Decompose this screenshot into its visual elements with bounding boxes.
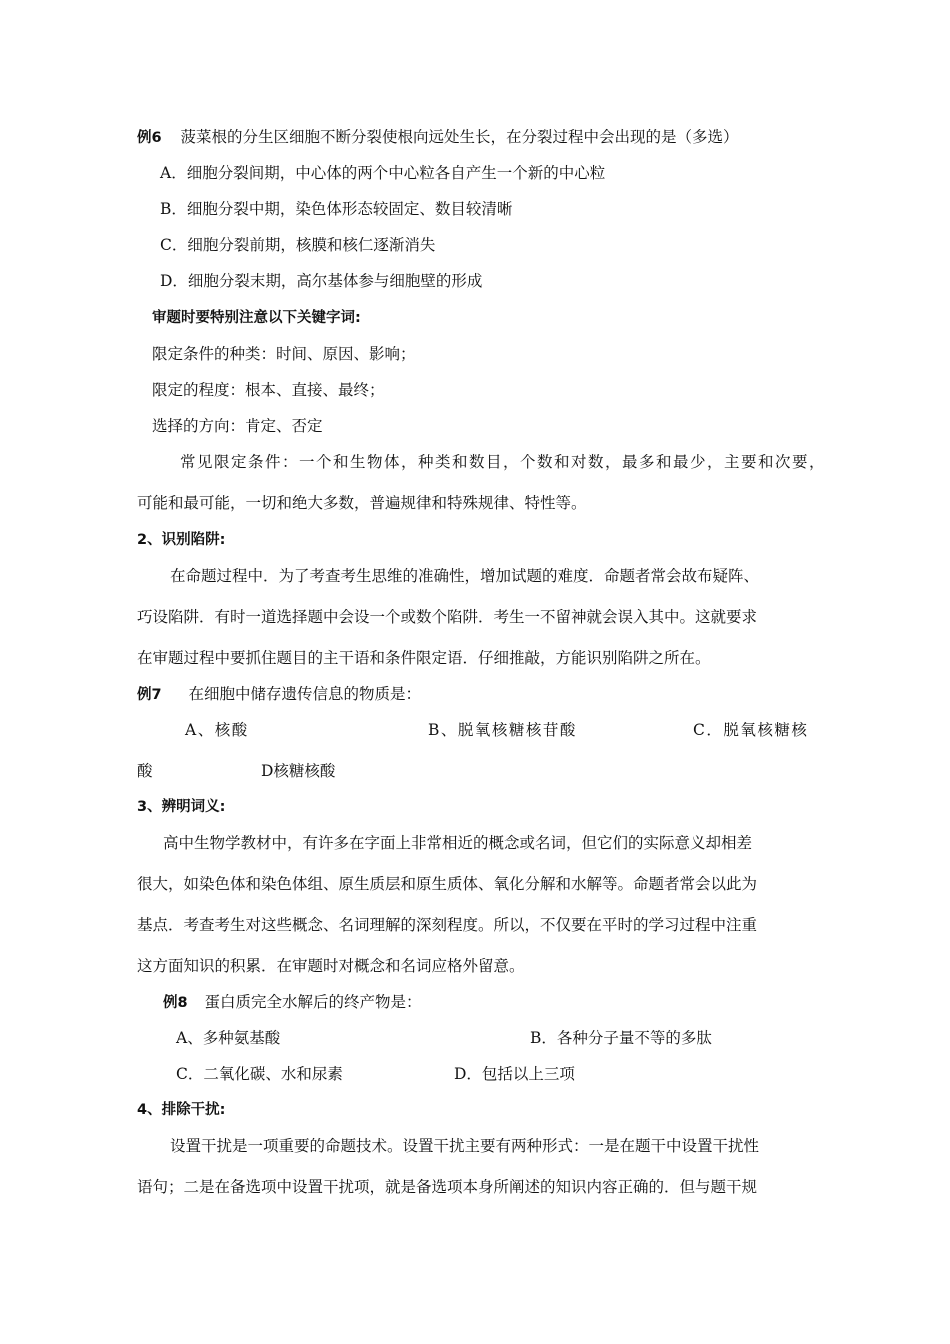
question-text: 在细胞中储存遗传信息的物质是：: [188, 685, 422, 703]
paragraph-line: 在审题过程中要抓住题目的主干语和条件限定语．仔细推敲，方能识别陷阱之所在。: [137, 649, 711, 667]
keyword-item: 限定的程度：根本、直接、最终；: [152, 381, 385, 399]
example-6-question: [137, 127, 739, 148]
option-c: C．脱氧核糖核: [693, 721, 809, 739]
option-c-continued: 酸: [137, 762, 153, 780]
option-b: B、脱氧核糖核苷酸: [428, 721, 577, 739]
section-heading: 3、辨明词义:: [137, 799, 226, 815]
example-7-question: [137, 684, 421, 705]
paragraph-line: 巧设陷阱．有时一道选择题中会设一个或数个陷阱．考生一不留神就会误入其中。这就要求: [137, 608, 758, 626]
paragraph-line: 基点．考查考生对这些概念、名词理解的深刻程度。所以，不仅要在平时的学习过程中注重: [137, 916, 758, 934]
option-a: A．细胞分裂间期，中心体的两个中心粒各自产生一个新的中心粒: [160, 164, 606, 182]
option-a: A、核酸: [185, 721, 249, 739]
section-heading: 2、识别陷阱:: [137, 532, 226, 548]
option-c: C．二氧化碳、水和尿素: [176, 1065, 343, 1083]
common-conditions-line: 常见限定条件：一个和生物体，种类和数目，个数和对数，最多和最少，主要和次要，: [180, 453, 827, 471]
paragraph-line: 高中生物学教材中，有许多在字面上非常相近的概念或名词，但它们的实际意义却相差: [163, 834, 753, 852]
paragraph-line: 在命题过程中．为了考查考生思维的准确性，增加试题的难度．命题者常会故布疑阵、: [170, 567, 760, 585]
paragraph-line: 设置干扰是一项重要的命题技术。设置干扰主要有两种形式：一是在题干中设置干扰性: [170, 1137, 760, 1155]
paragraph-line: 很大，如染色体和染色体组、原生质层和原生质体、氧化分解和水解等。命题者常会以此为: [137, 875, 758, 893]
option-d: D．细胞分裂末期，高尔基体参与细胞壁的形成: [160, 272, 483, 290]
example-6-label: 例6: [137, 130, 162, 146]
option-d: D核糖核酸: [261, 762, 336, 780]
paragraph-line: 这方面知识的积累．在审题时对概念和名词应格外留意。: [137, 957, 525, 975]
keyword-item: 限定条件的种类：时间、原因、影响；: [152, 345, 416, 363]
question-text: 菠菜根的分生区细胞不断分裂使根向远处生长，在分裂过程中会出现的是（多选）: [180, 128, 739, 146]
paragraph-line: 语句；二是在备选项中设置干扰项，就是备选项本身所阐述的知识内容正确的．但与题干规: [137, 1178, 758, 1196]
example-8-question: [163, 992, 422, 1013]
option-a: A、多种氨基酸: [176, 1029, 281, 1047]
section-heading: 4、排除干扰:: [137, 1102, 226, 1118]
keyword-item: 选择的方向：肯定、否定: [152, 417, 323, 435]
example-8-label: 例8: [163, 995, 188, 1011]
option-b: B．各种分子量不等的多肽: [530, 1029, 712, 1047]
option-b: B．细胞分裂中期，染色体形态较固定、数目较清晰: [160, 200, 513, 218]
option-d: D．包括以上三项: [454, 1065, 575, 1083]
option-c: C．细胞分裂前期，核膜和核仁逐渐消失: [160, 236, 436, 254]
common-conditions-line: 可能和最可能，一切和绝大多数，普遍规律和特殊规律、特性等。: [137, 494, 587, 512]
question-text: 蛋白质完全水解后的终产物是：: [204, 993, 422, 1011]
keywords-heading: 审题时要特别注意以下关键字词:: [152, 310, 361, 326]
example-7-label: 例7: [137, 687, 162, 703]
